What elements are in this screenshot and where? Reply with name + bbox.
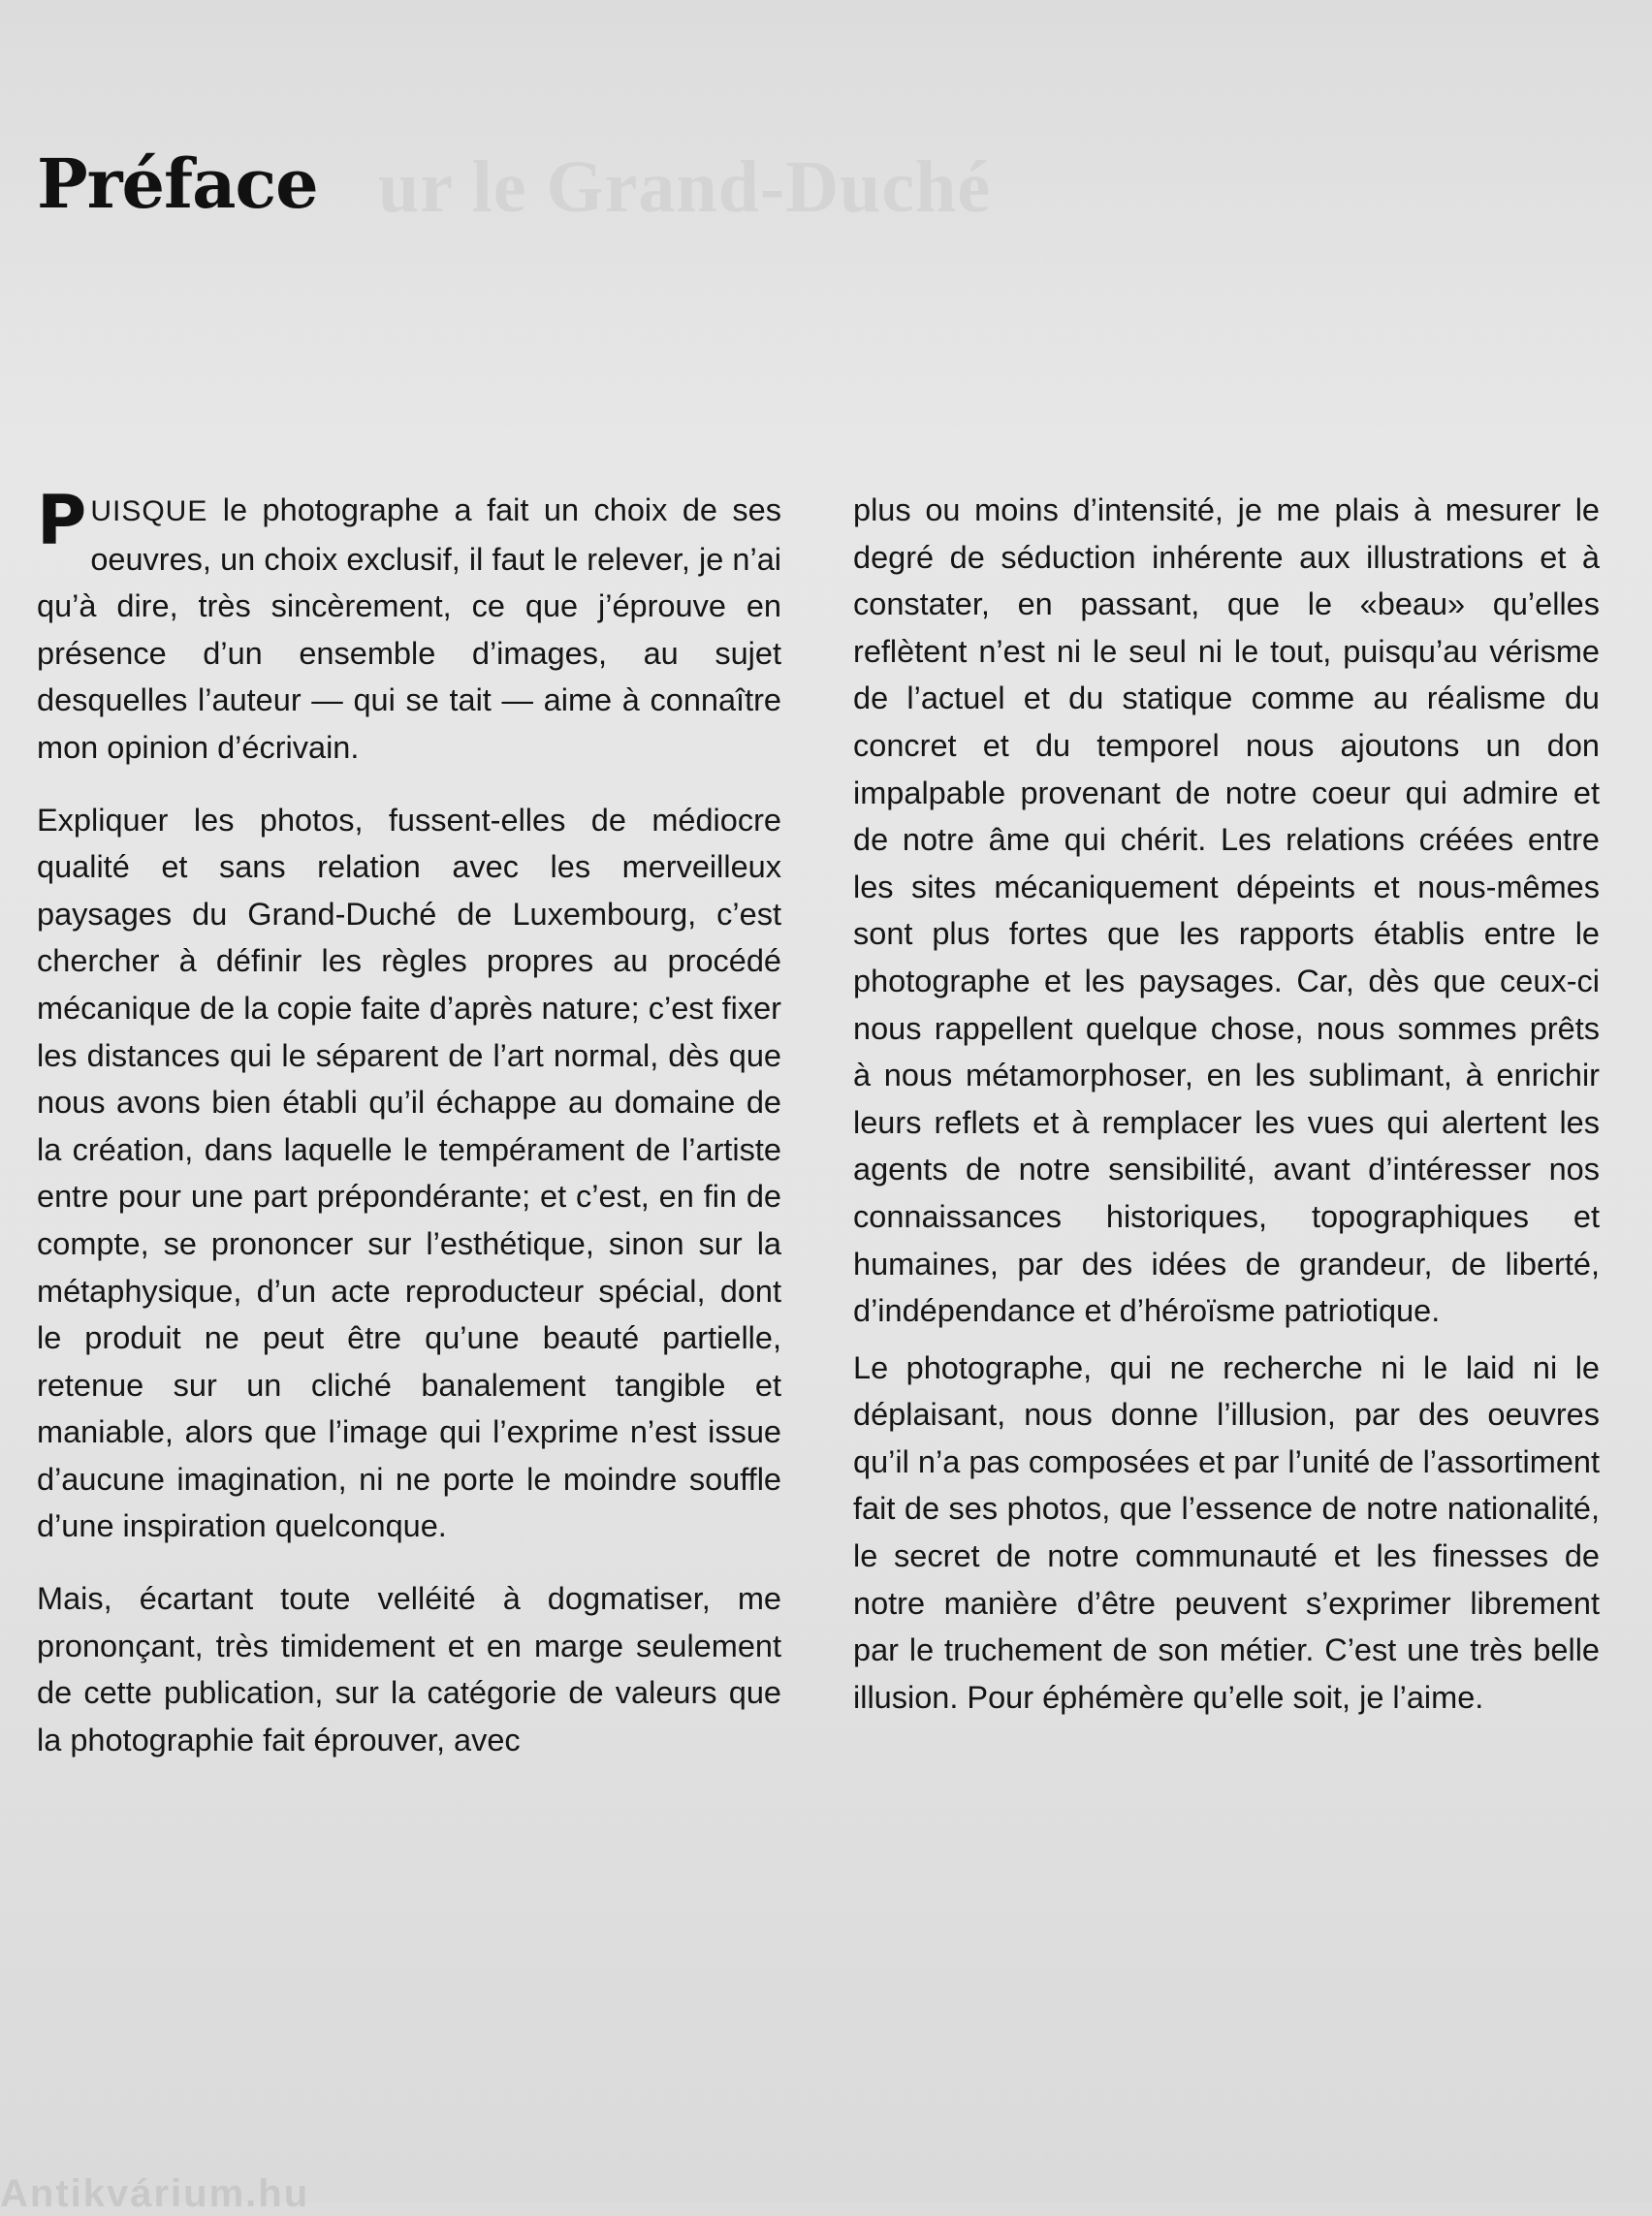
lead-word: UISQUE — [90, 495, 208, 527]
paragraph-2: Expliquer les photos, fussent-elles de médiocre qualité et sans relation avec les merveilleux paysages du Grand-Duché de Luxembourg, c’est chercher à définir les règles propres au procédé mécanique de la copie faite d’après nature; c’est fixer les distances qui le séparent de l’art normal, dès que nous avons bien établi qu’il échappe au domaine de la création, dans laquelle le tempérament de l’artiste entre pour une part prépondérante; et c’est, en fin de compte, se prononcer sur l’esthétique, sinon sur la métaphysique, d’un acte reproducteur spécial, dont le produit ne peut être qu’une beauté partielle, retenue sur un cliché banalement tangible et maniable, alors que l’image qui l’exprime n’est issue d’aucune imagination, ni ne porte le moindre souffle d’une inspiration quelconque. — [37, 802, 781, 1544]
left-column — [37, 481, 781, 1789]
paragraph-1 — [37, 481, 781, 772]
page-title: Préface — [37, 143, 318, 224]
paragraph-5: Le photographe, qui ne recherche ni le laid ni le déplaisant, nous donne l’illusion, par des oeuvres qu’il n’a pas composées et par l’unité de l’assortiment fait de ses photos, que l’essence de notre nationalité, le secret de notre communauté et les finesses de notre manière d’être peuvent s’exprimer librement par le truchement de son métier. C’est une très belle illusion. Pour éphémère qu’elle soit, je l’aime. — [853, 1349, 1600, 1715]
paragraph-3: Mais, écartant toute velléité à dogmatiser, me prononçant, très timidement et en marge seulement de cette publication, sur la catégorie de valeurs que la photographie fait éprouver, avec — [37, 1581, 781, 1757]
drop-cap: P — [37, 481, 87, 560]
watermark: Antikvárium.hu — [0, 2172, 310, 2215]
paragraph-1-text: le photographe a fait un choix de ses oeuvres, un choix exclusif, il faut le relever, je n’ai qu’à dire, très sincèrement, ce que j’éprouve en présence d’un ensemble d’images, au sujet desquelles l’auteur — qui se tait — aime à connaître mon opinion d’écrivain. — [37, 492, 781, 765]
right-column — [853, 487, 1600, 1730]
paragraph-4: plus ou moins d’intensité, je me plais à mesurer le degré de séduction inhérente aux illustrations et à constater, en passant, que le «beau» qu’elles reflètent n’est ni le seul ni le tout, puisqu’au vérisme de l’actuel et du statique comme au réalisme du concret et du temporel nous ajoutons un don impalpable provenant de notre coeur qui admire et de notre âme qui chérit. Les relations créées entre les sites mécaniquement dépeints et nous-mêmes sont plus fortes que les rapports établis entre le photographe et les paysages. Car, dès que ceux-ci nous rappellent quelque chose, nous sommes prêts à nous métamorphoser, en les sublimant, à enrichir leurs reflets et à remplacer les vues qui alertent les agents de notre sensibilité, avant d’intéresser nos connaissances historiques, topographiques et humaines, par des idées de grandeur, de liberté, d’indépendance et d’héroïsme patriotique. — [853, 492, 1600, 1329]
bleed-through-title: ur le Grand-Duché — [378, 146, 992, 228]
